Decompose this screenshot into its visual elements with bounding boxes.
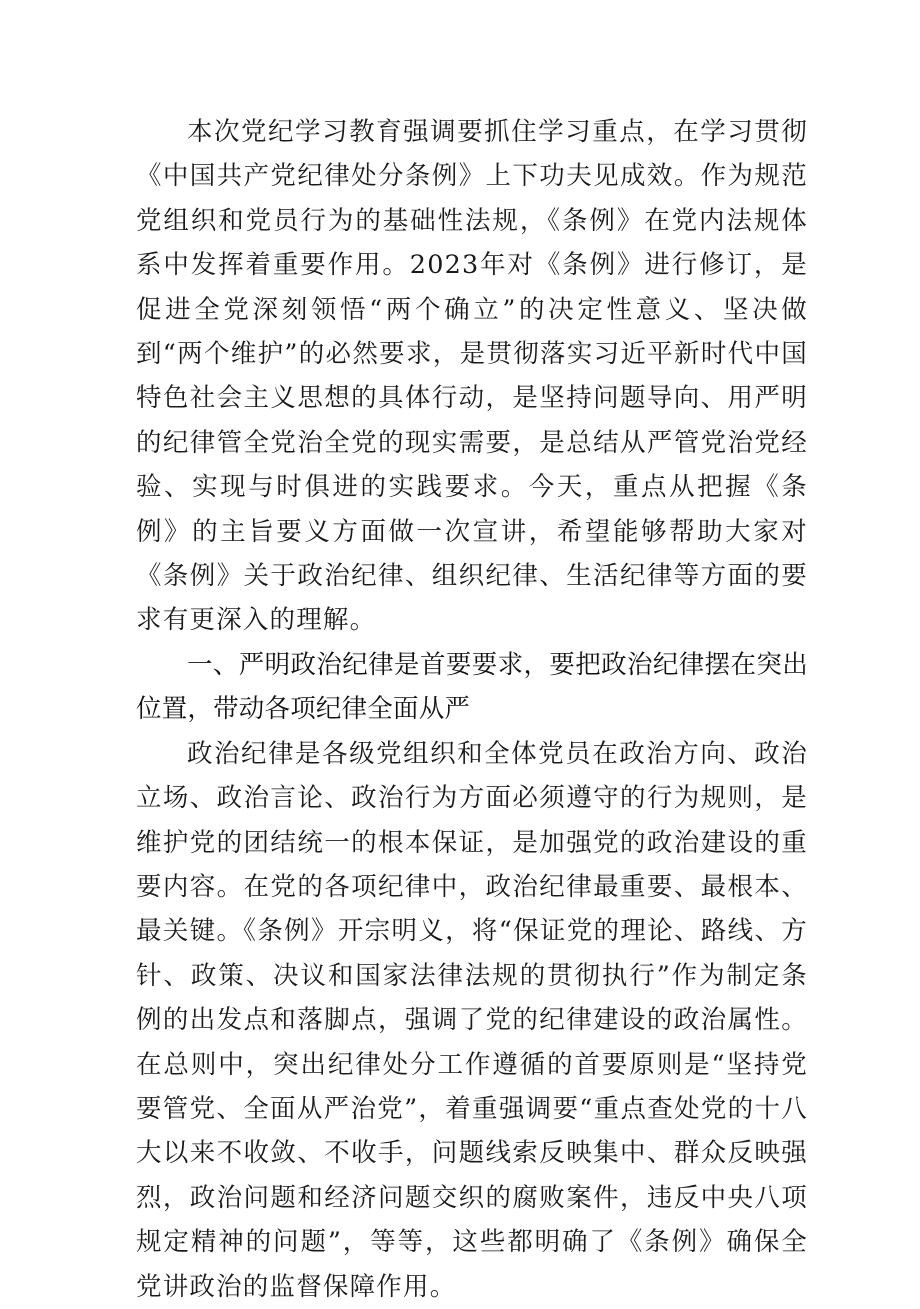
intro-paragraph: 本次党纪学习教育强调要抓住学习重点，在学习贯彻《中国共产党纪律处分条例》上下功夫见成效。作为规范党组织和党员行为的基础性法规，《条例》在党内法规体系中发挥着重要作用。2023年对《条例》进行修订，是促进全党深刻领悟“两个确立”的决定性意义、坚决做到“两个维护”的必然要求，是贯彻落实习近平新时代中国特色社会主义思想的具体行动，是坚持问题导向、用严明的纪律管全党治全党的现实需要，是总结从严管党治党经验、实现与时俱进的实践要求。今天，重点从把握《条例》的主旨要义方面做一次宣讲，希望能够帮助大家对《条例》关于政治纪律、组织纪律、生活纪律等方面的要求有更深入的理解。: [136, 117, 808, 636]
section-heading-political-discipline: 一、严明政治纪律是首要要求，要把政治纪律摆在突出位置，带动各项纪律全面从严: [136, 649, 808, 725]
section-body-political-discipline: 政治纪律是各级党组织和全体党员在政治方向、政治立场、政治言论、政治行为方面必须遵守的行为规则，是维护党的团结统一的根本保证，是加强党的政治建设的重要内容。在党的各项纪律中，政治纪律最重要、最根本、最关键。《条例》开宗明义，将“保证党的理论、路线、方针、政策、决议和国家法律法规的贯彻执行”作为制定条例的出发点和落脚点，强调了党的纪律建设的政治属性。在总则中，突出纪律处分工作遵循的首要原则是“坚持党要管党、全面从严治党”，着重强调要“重点查处党的十八大以来不收敛、不收手，问题线索反映集中、群众反映强烈，政治问题和经济问题交织的腐败案件，违反中央八项规定精神的问题”，等等，这些都明确了《条例》确保全党讲政治的监督保障作用。: [136, 738, 808, 1302]
